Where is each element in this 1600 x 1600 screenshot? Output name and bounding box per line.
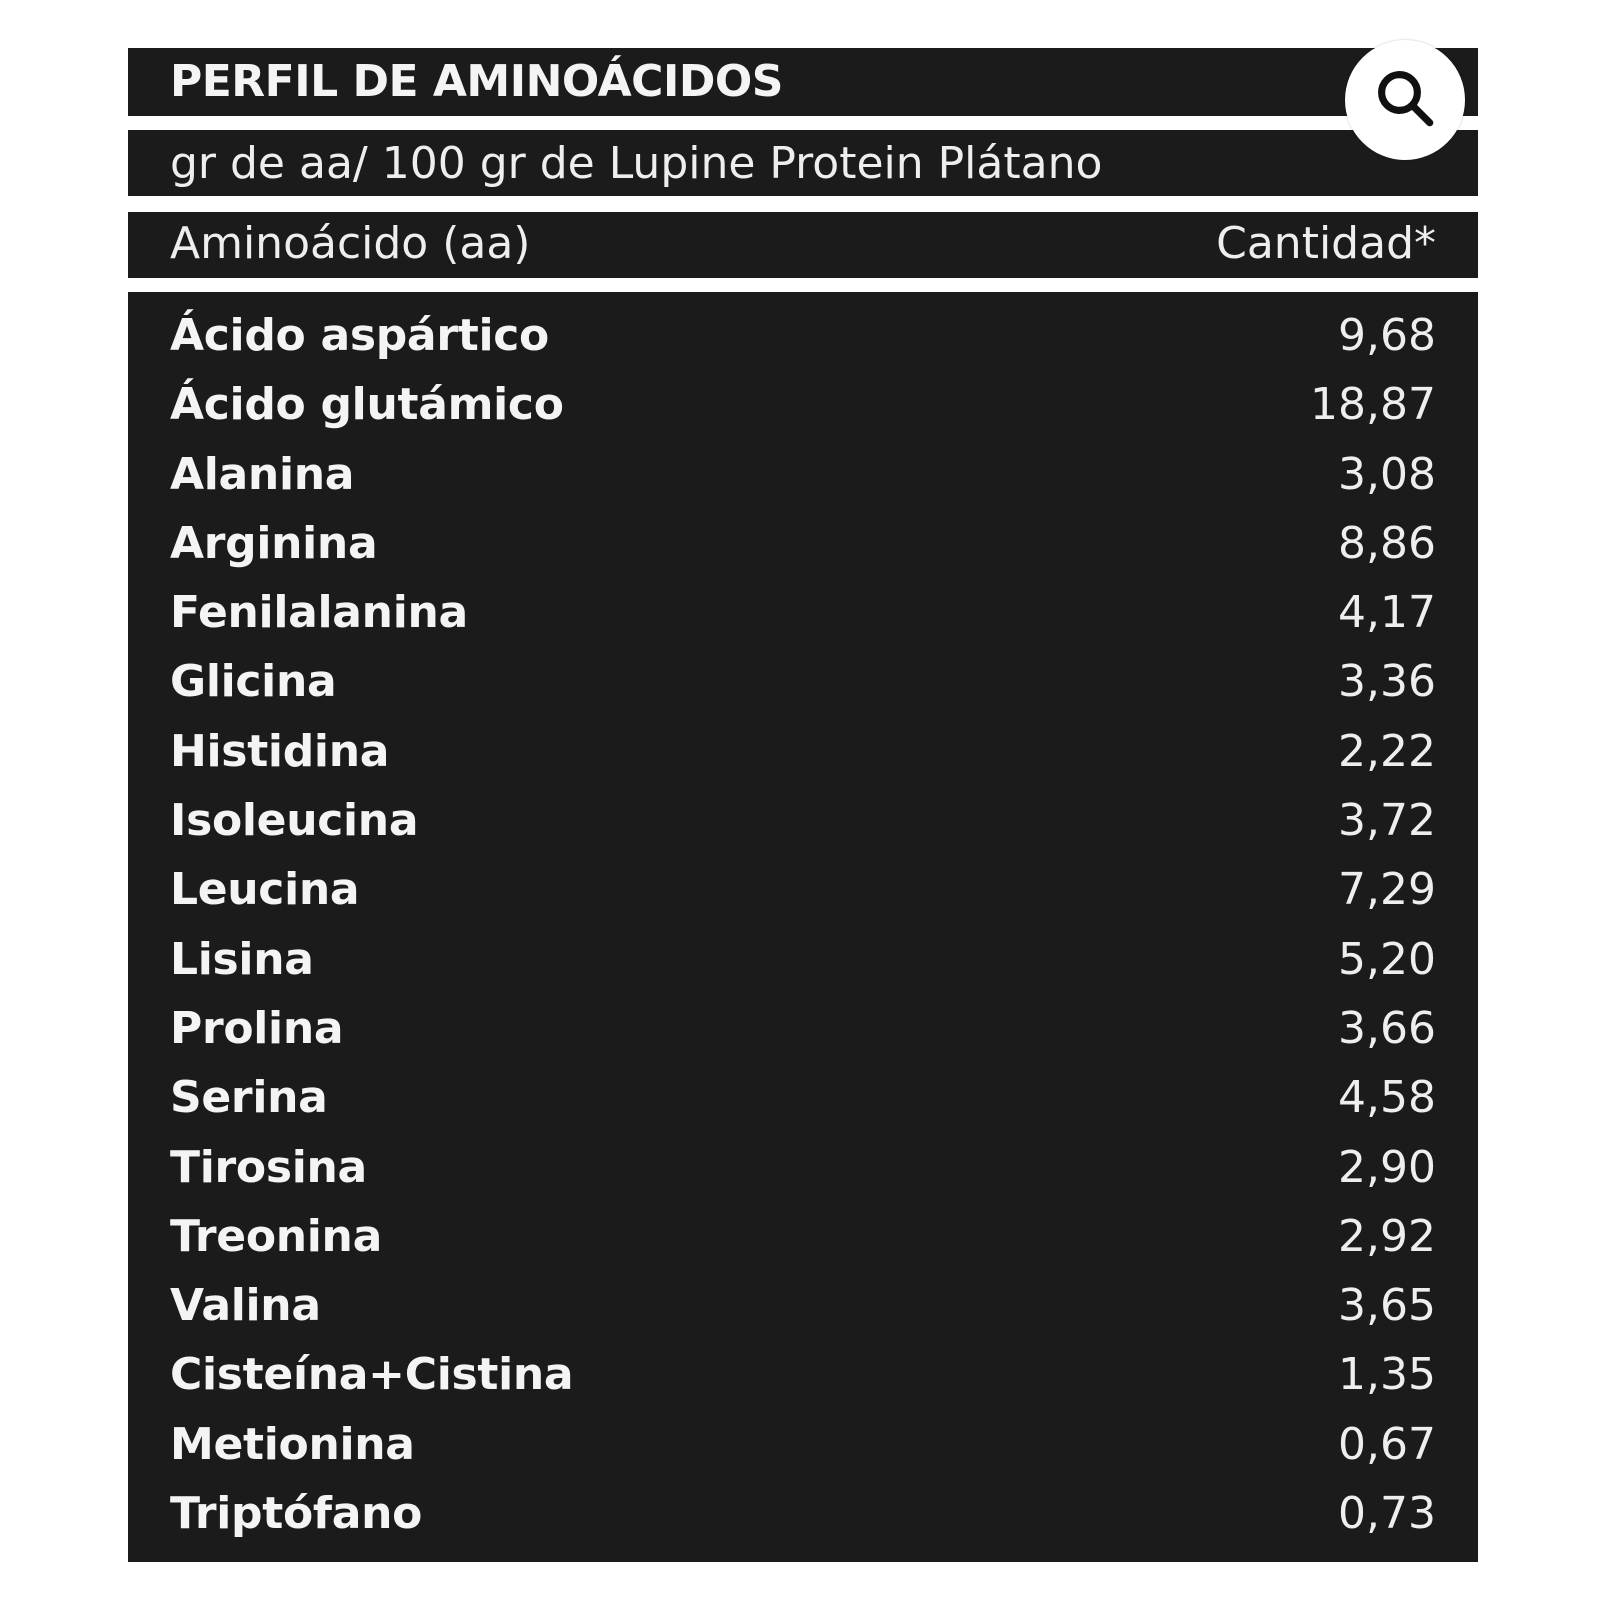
amino-acid-quantity: 0,73 (1338, 1488, 1436, 1540)
table-row (170, 789, 1436, 858)
table-row (170, 928, 1436, 997)
amino-acid-name: Cisteína+Cistina (170, 1349, 574, 1401)
table-subtitle-band (128, 130, 1478, 196)
amino-acid-name: Fenilalanina (170, 587, 468, 639)
amino-acid-name: Lisina (170, 933, 314, 985)
table-row (170, 1274, 1436, 1343)
amino-acid-list (170, 304, 1436, 1551)
amino-acid-name: Treonina (170, 1210, 382, 1262)
amino-acid-quantity: 0,67 (1338, 1418, 1436, 1470)
table-title: PERFIL DE AMINOÁCIDOS (170, 56, 783, 107)
amino-acid-name: Metionina (170, 1418, 415, 1470)
table-body (128, 292, 1478, 1562)
header-amino-acid: Aminoácido (aa) (170, 218, 531, 269)
table-row (170, 720, 1436, 789)
amino-acid-name: Histidina (170, 725, 390, 777)
table-row (170, 858, 1436, 927)
amino-acid-quantity: 1,35 (1338, 1349, 1436, 1401)
amino-acid-quantity: 2,90 (1338, 1141, 1436, 1193)
table-row (170, 581, 1436, 650)
amino-acid-name: Glicina (170, 656, 337, 708)
amino-acid-quantity: 8,86 (1338, 517, 1436, 569)
search-icon (1372, 65, 1438, 135)
table-row (170, 1413, 1436, 1482)
amino-acid-quantity: 3,08 (1338, 448, 1436, 500)
amino-acid-quantity: 3,72 (1338, 795, 1436, 847)
amino-acid-name: Leucina (170, 864, 360, 916)
amino-acid-quantity: 7,29 (1338, 864, 1436, 916)
table-row (170, 373, 1436, 442)
table-subtitle: gr de aa/ 100 gr de Lupine Protein Plátano (170, 138, 1103, 189)
amino-acid-quantity: 2,22 (1338, 725, 1436, 777)
amino-acid-quantity: 5,20 (1338, 933, 1436, 985)
table-row (170, 512, 1436, 581)
amino-acid-name: Triptófano (170, 1488, 423, 1540)
table-row (170, 650, 1436, 719)
header-quantity: Cantidad* (1216, 218, 1436, 269)
amino-acid-quantity: 18,87 (1310, 379, 1436, 431)
amino-acid-name: Ácido glutámico (170, 379, 564, 431)
amino-acid-name: Tirosina (170, 1141, 367, 1193)
table-row (170, 443, 1436, 512)
amino-acid-quantity: 9,68 (1338, 310, 1436, 361)
amino-acid-quantity: 3,36 (1338, 656, 1436, 708)
zoom-button[interactable] (1345, 40, 1465, 160)
table-row (170, 1482, 1436, 1551)
table-row (170, 1136, 1436, 1205)
amino-acid-name: Valina (170, 1280, 321, 1332)
amino-acid-name: Alanina (170, 448, 355, 500)
amino-acid-name: Serina (170, 1072, 328, 1124)
amino-acid-quantity: 4,17 (1338, 587, 1436, 639)
table-header (128, 212, 1478, 278)
amino-acid-quantity: 2,92 (1338, 1210, 1436, 1262)
table-row (170, 1205, 1436, 1274)
table-row (170, 1066, 1436, 1135)
amino-acid-quantity: 3,66 (1338, 1002, 1436, 1054)
amino-acid-quantity: 4,58 (1338, 1072, 1436, 1124)
table-row (170, 997, 1436, 1066)
table-title-band (128, 48, 1478, 116)
amino-acid-quantity: 3,65 (1338, 1280, 1436, 1332)
amino-acid-name: Prolina (170, 1002, 344, 1054)
table-row (170, 304, 1436, 373)
table-row (170, 1343, 1436, 1412)
amino-acid-name: Ácido aspártico (170, 310, 549, 361)
amino-acid-name: Arginina (170, 517, 378, 569)
amino-acid-name: Isoleucina (170, 795, 419, 847)
